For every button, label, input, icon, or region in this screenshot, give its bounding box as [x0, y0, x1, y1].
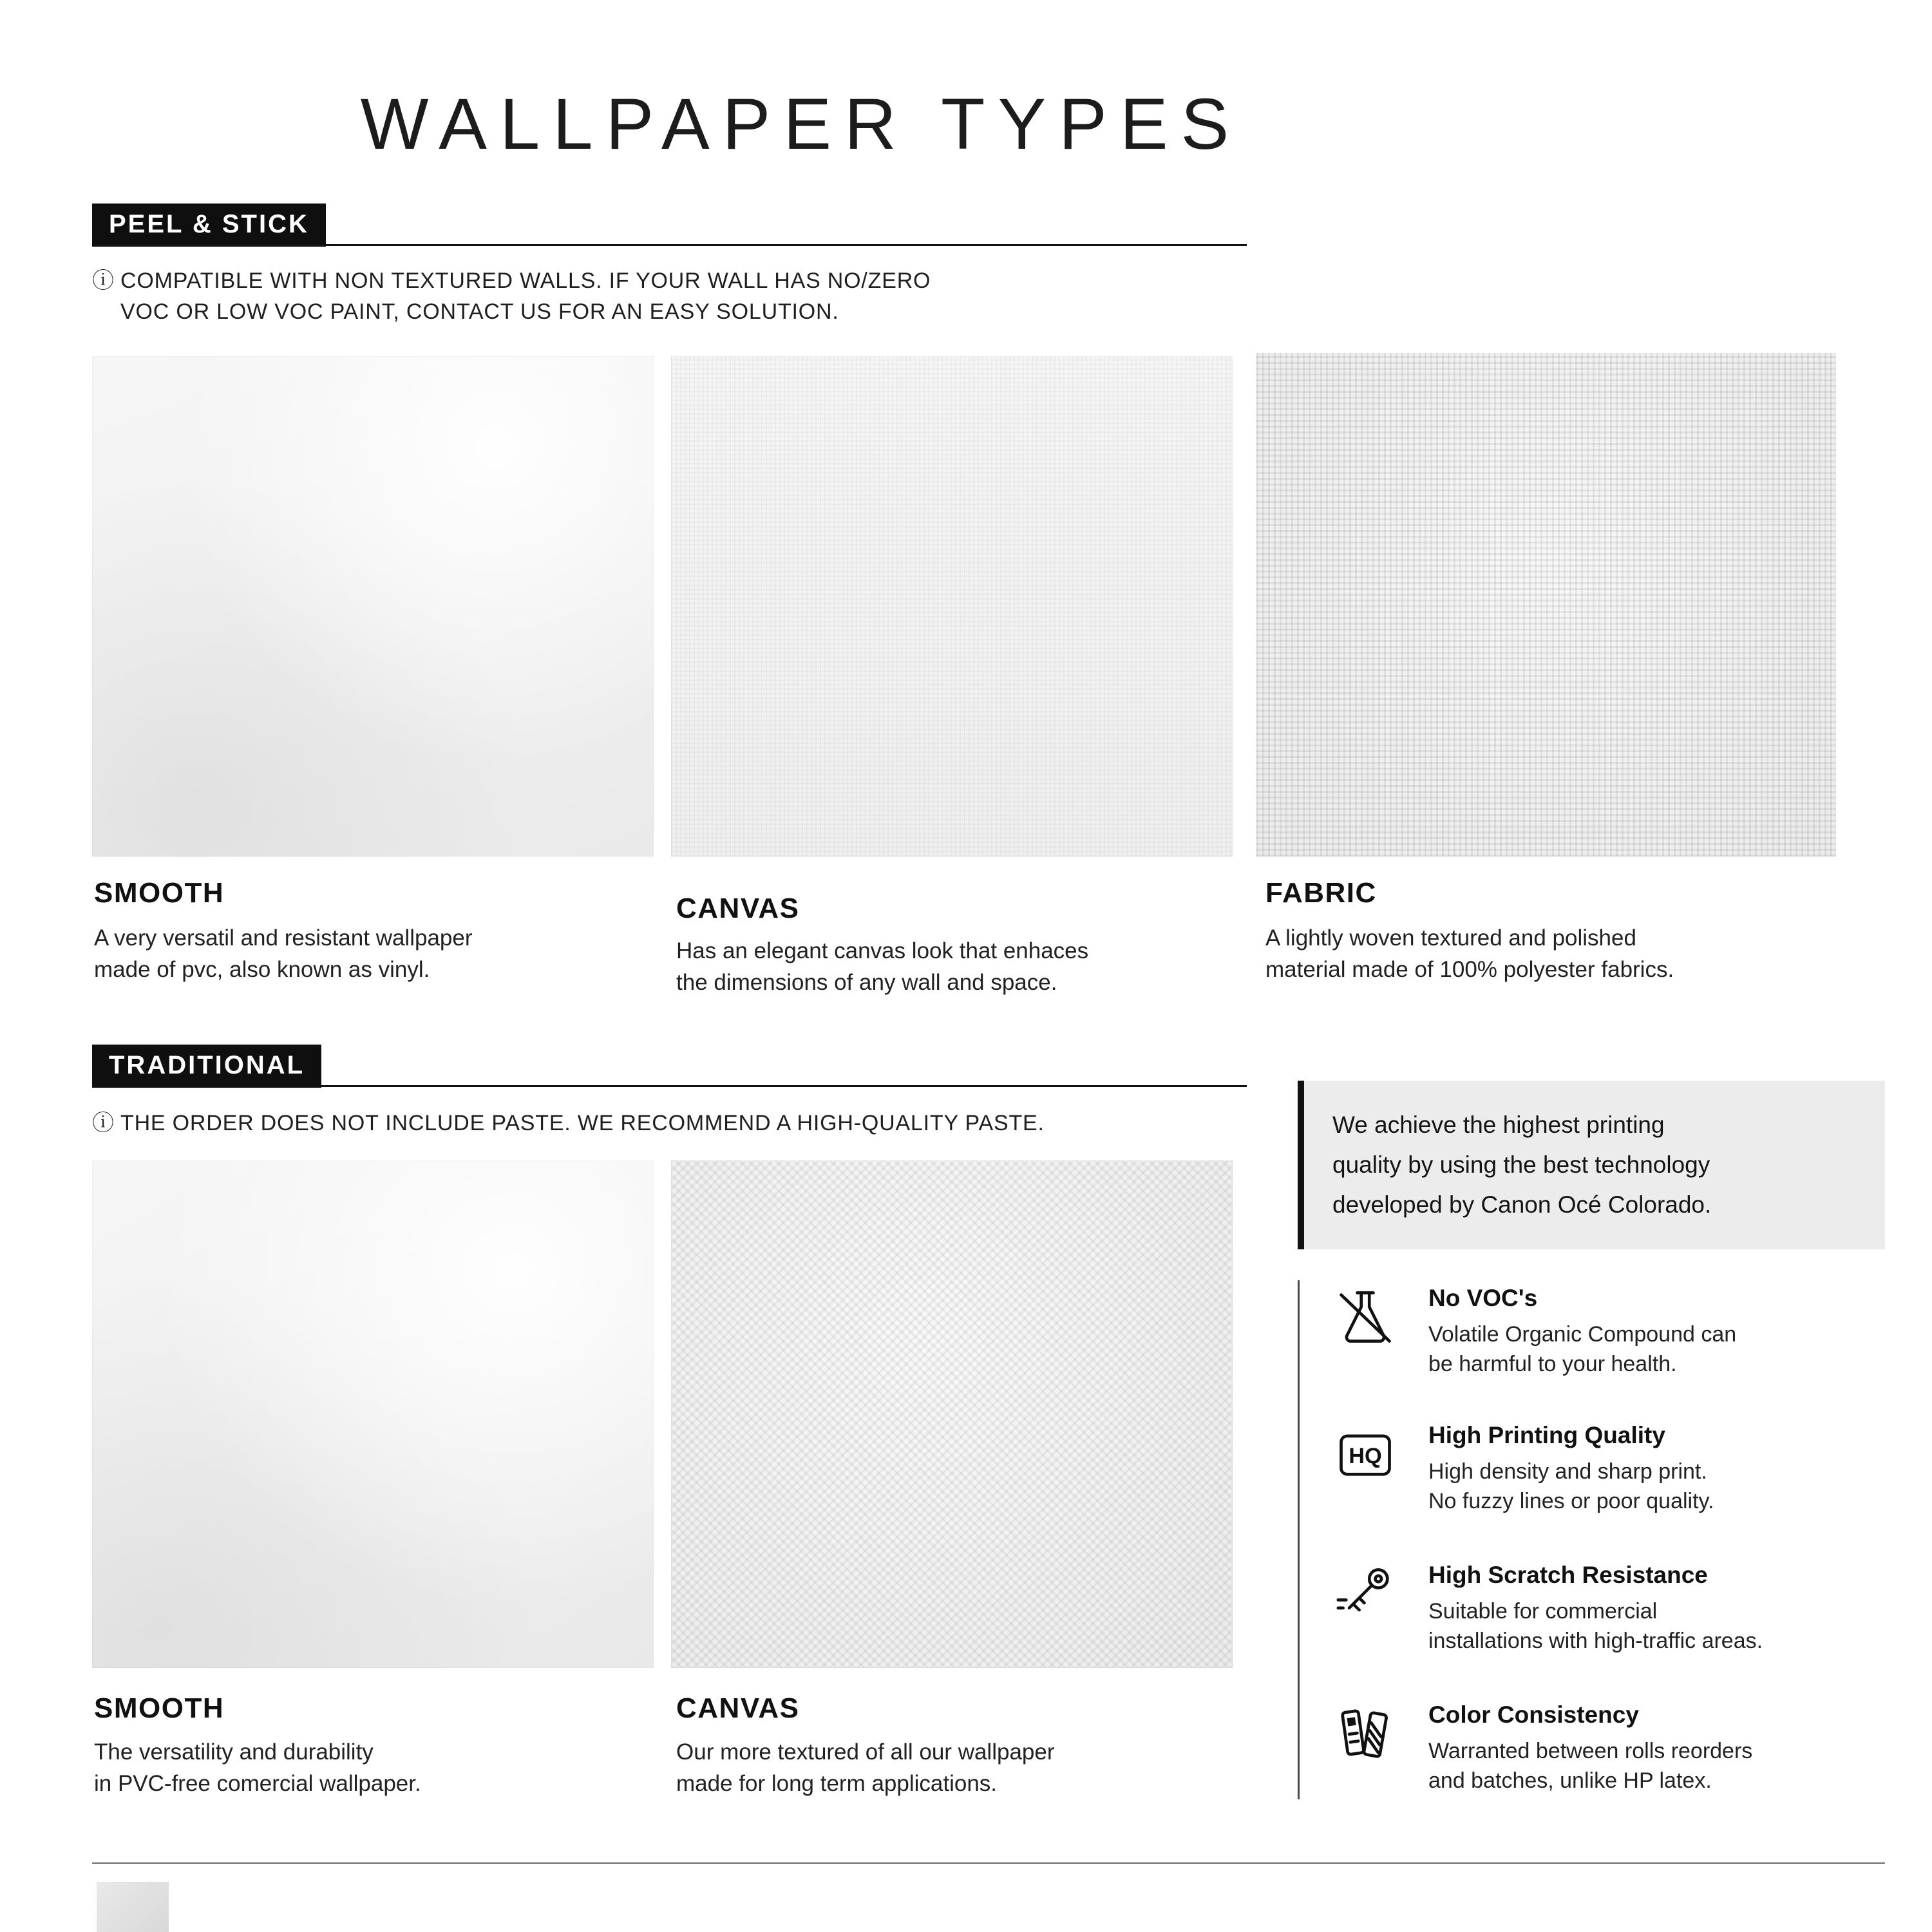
- peel-stick-badge: PEEL & STICK: [92, 204, 326, 247]
- partial-swatch-fragment: [97, 1882, 169, 1932]
- key-scratch-icon: [1333, 1562, 1397, 1626]
- no-voc-icon: [1333, 1285, 1397, 1349]
- feature-desc: High density and sharp print. No fuzzy lines or poor quality.: [1428, 1459, 1714, 1513]
- peel-stick-rule: [92, 244, 1247, 246]
- features-divider: [1298, 1280, 1300, 1799]
- svg-text:HQ: HQ: [1349, 1444, 1382, 1469]
- swatch-desc-canvas: Has an elegant canvas look that enhaces the dimensions of any wall and space.: [676, 938, 1089, 995]
- color-swatch-icon: [1333, 1701, 1397, 1766]
- traditional-rule: [92, 1085, 1247, 1087]
- swatch-desc-fabric: A lightly woven textured and polished material made of 100% polyester fabrics.: [1265, 925, 1674, 982]
- feature-no-voc: [1333, 1285, 1887, 1379]
- feature-color-consistency: [1333, 1701, 1887, 1795]
- peel-stick-fabric-swatch-image: [1256, 353, 1836, 857]
- peel-stick-note-text: COMPATIBLE WITH NON TEXTURED WALLS. IF YOUR WALL HAS NO/ZERO VOC OR LOW VOC PAINT, CONTACT US FOR AN EASY SOLUTION.: [120, 269, 931, 324]
- swatch-name-fabric: FABRIC: [1265, 877, 1377, 909]
- feature-title: Color Consistency: [1428, 1701, 1639, 1728]
- feature-scratch-resistance: [1333, 1562, 1887, 1656]
- info-icon: ⓘ: [92, 269, 115, 293]
- feature-desc: Volatile Organic Compound can be harmful to your health.: [1428, 1322, 1737, 1376]
- swatch-name-smooth-traditional: SMOOTH: [94, 1692, 225, 1724]
- peel-stick-smooth-swatch-image: [92, 356, 654, 857]
- peel-stick-canvas-swatch-image: [671, 356, 1233, 857]
- traditional-badge: TRADITIONAL: [92, 1045, 321, 1088]
- info-icon: ⓘ: [92, 1111, 115, 1135]
- swatch-name-canvas: CANVAS: [676, 893, 800, 924]
- feature-high-printing-quality: [1333, 1422, 1887, 1516]
- swatch-desc-smooth-traditional: The versatility and durability in PVC-free comercial wallpaper.: [94, 1739, 421, 1796]
- page-title: WALLPAPER TYPES: [360, 84, 1242, 164]
- printing-quality-callout: We achieve the highest printing quality by using the best technology developed by Canon Océ Colorado.: [1298, 1081, 1885, 1249]
- swatch-name-smooth: SMOOTH: [94, 877, 225, 909]
- feature-desc: Warranted between rolls reorders and batches, unlike HP latex.: [1428, 1739, 1753, 1793]
- hq-icon: [1333, 1422, 1397, 1486]
- feature-title: High Printing Quality: [1428, 1422, 1665, 1448]
- traditional-smooth-swatch-image: [92, 1160, 654, 1668]
- traditional-canvas-swatch-image: [671, 1160, 1233, 1668]
- peel-stick-note: [92, 265, 931, 327]
- traditional-note: [92, 1108, 1045, 1139]
- feature-title: No VOC's: [1428, 1285, 1538, 1311]
- swatch-name-canvas-traditional: CANVAS: [676, 1692, 800, 1724]
- bottom-rule: [92, 1862, 1885, 1864]
- feature-title: High Scratch Resistance: [1428, 1562, 1708, 1588]
- swatch-desc-canvas-traditional: Our more textured of all our wallpaper made for long term applications.: [676, 1739, 1055, 1796]
- traditional-note-text: THE ORDER DOES NOT INCLUDE PASTE. WE RECOMMEND A HIGH-QUALITY PASTE.: [120, 1111, 1045, 1135]
- swatch-desc-smooth: A very versatil and resistant wallpaper made of pvc, also known as vinyl.: [94, 925, 473, 982]
- feature-desc: Suitable for commercial installations with high-traffic areas.: [1428, 1599, 1763, 1653]
